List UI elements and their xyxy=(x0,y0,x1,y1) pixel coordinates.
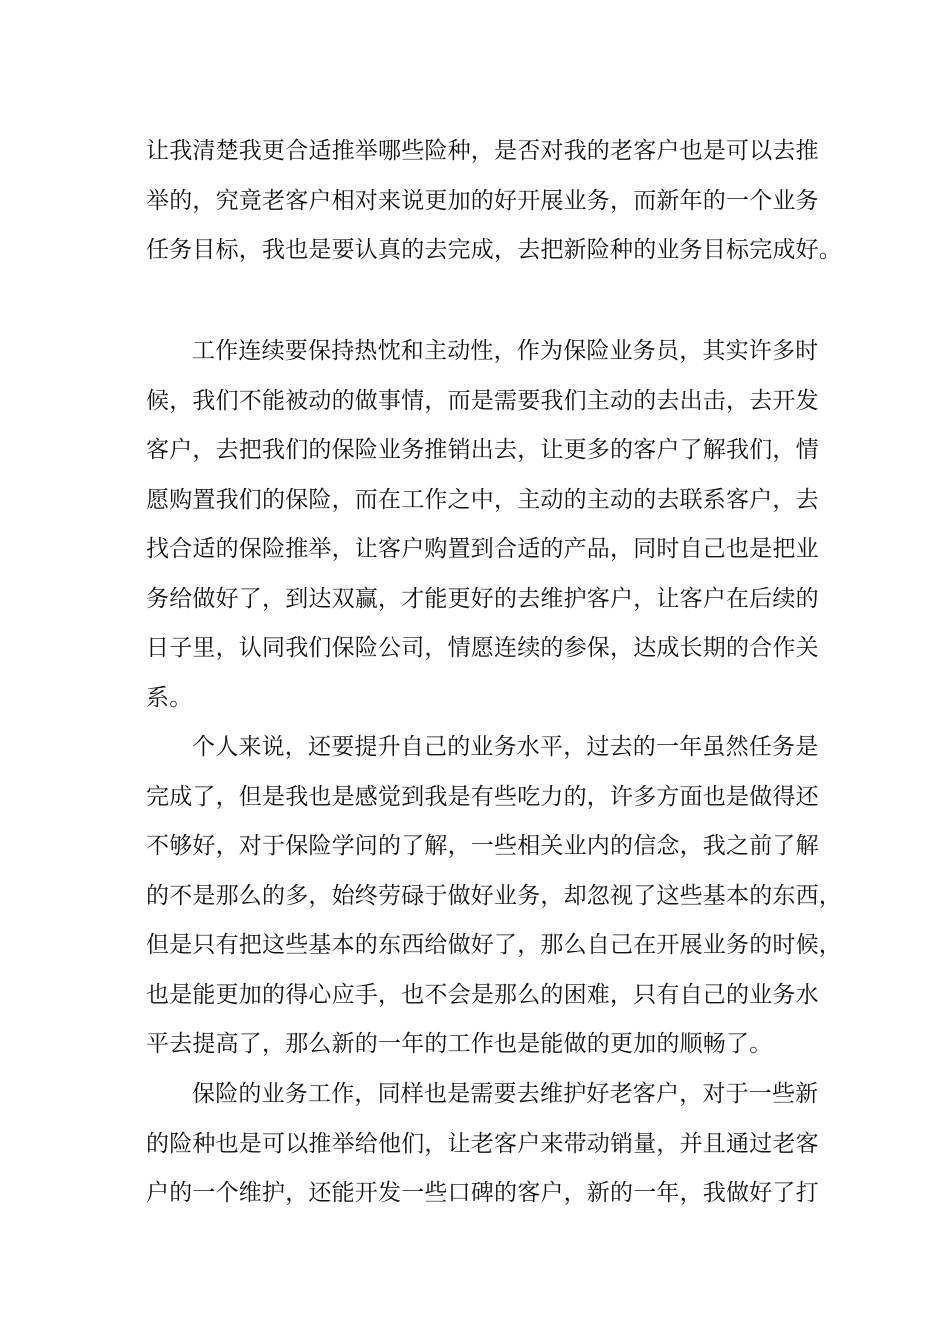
paragraph-enthusiasm xyxy=(146,327,836,723)
text-line: 完成了，但是我也是感觉到我是有些吃力的，许多方面也是做得还 xyxy=(146,783,819,810)
text-line: 的险种也是可以推举给他们，让老客户来带动销量，并且通过老客 xyxy=(146,1130,819,1157)
text-line: 平去提高了，那么新的一年的工作也是能做的更加的顺畅了。 xyxy=(146,1031,773,1057)
text-line: 的不是那么的多，始终劳碌于做好业务，却忽视了这些基本的东西， xyxy=(146,882,842,909)
text-line: 任务目标，我也是要认真的去完成，去把新险种的业务目标完成好。 xyxy=(146,237,842,263)
paragraph-old-clients xyxy=(146,1070,836,1219)
text-line: 也是能更加的得心应手，也不会是那么的困难，只有自己的业务水 xyxy=(146,981,819,1008)
text-line: 户的一个维护，还能开发一些口碑的客户，新的一年，我做好了打 xyxy=(146,1180,819,1206)
text-line: 候，我们不能被动的做事情，而是需要我们主动的去出击，去开发 xyxy=(146,387,819,414)
text-line: 举的，究竟老客户相对来说更加的好开展业务，而新年的一个业务 xyxy=(146,187,819,214)
text-line: 让我清楚我更合适推举哪些险种，是否对我的老客户也是可以去推 xyxy=(146,138,819,164)
text-line: 愿购置我们的保险，而在工作之中，主动的主动的去联系客户，去 xyxy=(146,486,819,513)
text-line: 务给做好了，到达双赢，才能更好的去维护客户，让客户在后续的 xyxy=(146,585,819,612)
text-line: 但是只有把这些基本的东西给做好了，那么自己在开展业务的时候， xyxy=(146,932,842,958)
text-line: 不够好，对于保险学问的了解，一些相关业内的信念，我之前了解 xyxy=(146,833,819,859)
text-line: 工作连续要保持热忱和主动性，作为保险业务员，其实许多时 xyxy=(192,338,819,364)
paragraph-skill-improvement xyxy=(146,723,842,1070)
text-line: 客户，去把我们的保险业务推销出去，让更多的客户了解我们，情 xyxy=(146,437,819,463)
text-line: 保险的业务工作，同样也是需要去维护好老客户，对于一些新 xyxy=(192,1081,819,1107)
text-line: 日子里，认同我们保险公司，情愿连续的参保，达成长期的合作关 xyxy=(146,635,819,661)
text-line: 个人来说，还要提升自己的业务水平，过去的一年虽然任务是 xyxy=(192,734,819,760)
paragraph-new-products xyxy=(146,127,842,276)
text-line: 找合适的保险推举，让客户购置到合适的产品，同时自己也是把业 xyxy=(146,536,819,562)
text-line: 系。 xyxy=(146,684,193,711)
